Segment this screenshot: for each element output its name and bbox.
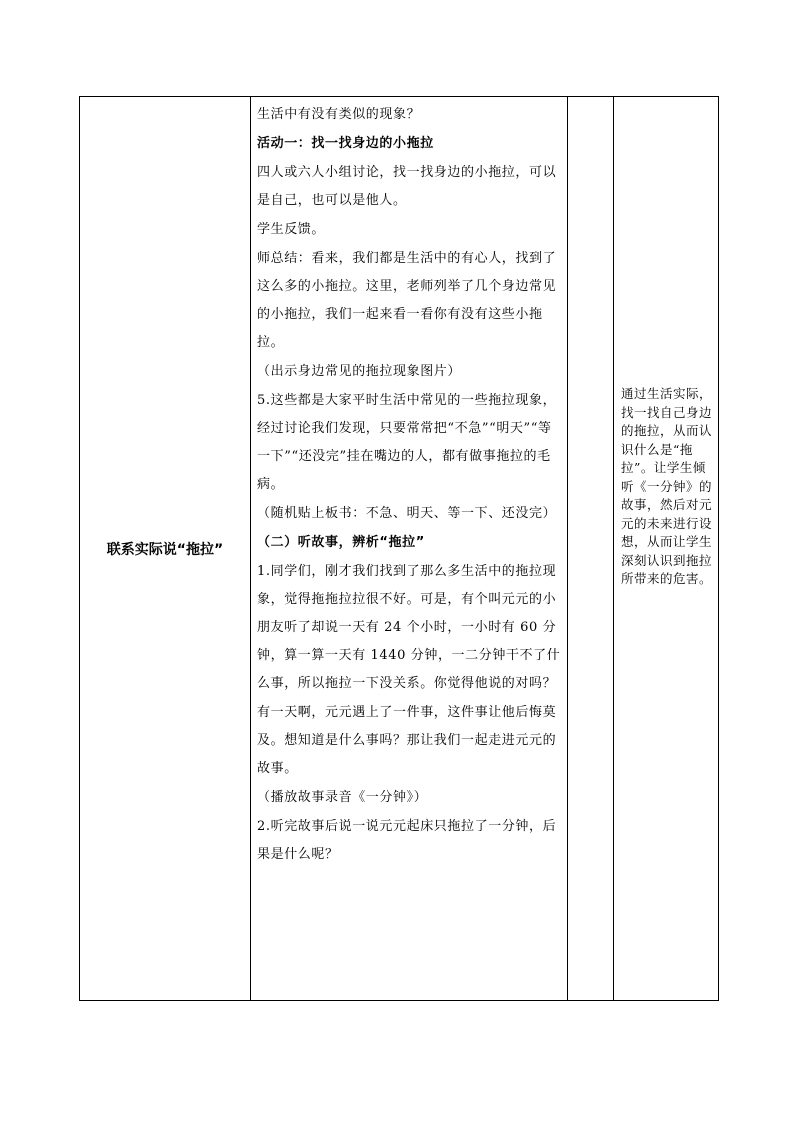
content-paragraph: 师总结：看来，我们都是生活中的有心人，找到了这么多的小拖拉。这里，老师列举了几个身边常见的小拖拉，我们一起来看一看你有没有这些小拖拉。 bbox=[257, 251, 557, 350]
content-paragraph: 学生反馈。 bbox=[257, 222, 326, 237]
content-paragraph: 5.这些都是大家平时生活中常见的一些拖拉现象，经过讨论我们发现，只要常常把“不急”“明天”“等一下”“还没完”挂在嘴边的人，都有做事拖拉的毛病。 bbox=[257, 393, 557, 492]
section-title: 联系实际说“拖拉” bbox=[106, 541, 224, 558]
content-paragraph: 有一天啊，元元遇上了一件事，这件事让他后悔莫及。想知道是什么事吗？那让我们一起走进元元的故事。 bbox=[257, 705, 557, 776]
content-paragraph: 2.听完故事后说一说元元起床只拖拉了一分钟，后果是什么呢？ bbox=[257, 819, 557, 862]
content-paragraph: （出示身边常见的拖拉现象图片） bbox=[257, 364, 462, 379]
content-paragraph: 1.同学们，刚才我们找到了那么多生活中的拖拉现象，觉得拖拖拉拉很不好。可是，有个叫元元的小朋友听了却说一天有 24 个小时，一小时有 60 分钟，算一算一天有 1440 分钟，一二分钟干不了什么事，所以拖拉一下没关系。你觉得他说的对吗？ bbox=[257, 564, 561, 691]
section-title-cell bbox=[80, 97, 251, 1001]
content-paragraph: 生活中有没有类似的现象？ bbox=[257, 107, 421, 122]
content-heading: （二）听故事，辨析“拖拉” bbox=[257, 535, 425, 550]
student-activity-cell bbox=[568, 97, 614, 1001]
design-purpose-cell bbox=[614, 97, 719, 1001]
content-heading: 活动一：找一找身边的小拖拉 bbox=[257, 136, 434, 151]
teaching-content bbox=[251, 97, 567, 869]
content-paragraph: （随机贴上板书：不急、明天、等一下、还没完） bbox=[257, 506, 557, 521]
lesson-plan-table bbox=[79, 96, 719, 1001]
design-purpose-text: 通过生活实际，找一找自己身边的拖拉，从而认识什么是“拖拉”。让学生倾听《一分钟》的故事，然后对元元的未来进行设想，从而让学生深刻认识到拖拉所带来的危害。 bbox=[621, 386, 713, 586]
table-row bbox=[80, 97, 719, 1001]
content-paragraph: 四人或六人小组讨论，找一找身边的小拖拉，可以是自己，也可以是他人。 bbox=[257, 165, 557, 208]
content-paragraph: （播放故事录音《一分钟》） bbox=[257, 790, 428, 805]
teaching-content-cell bbox=[251, 97, 568, 1001]
